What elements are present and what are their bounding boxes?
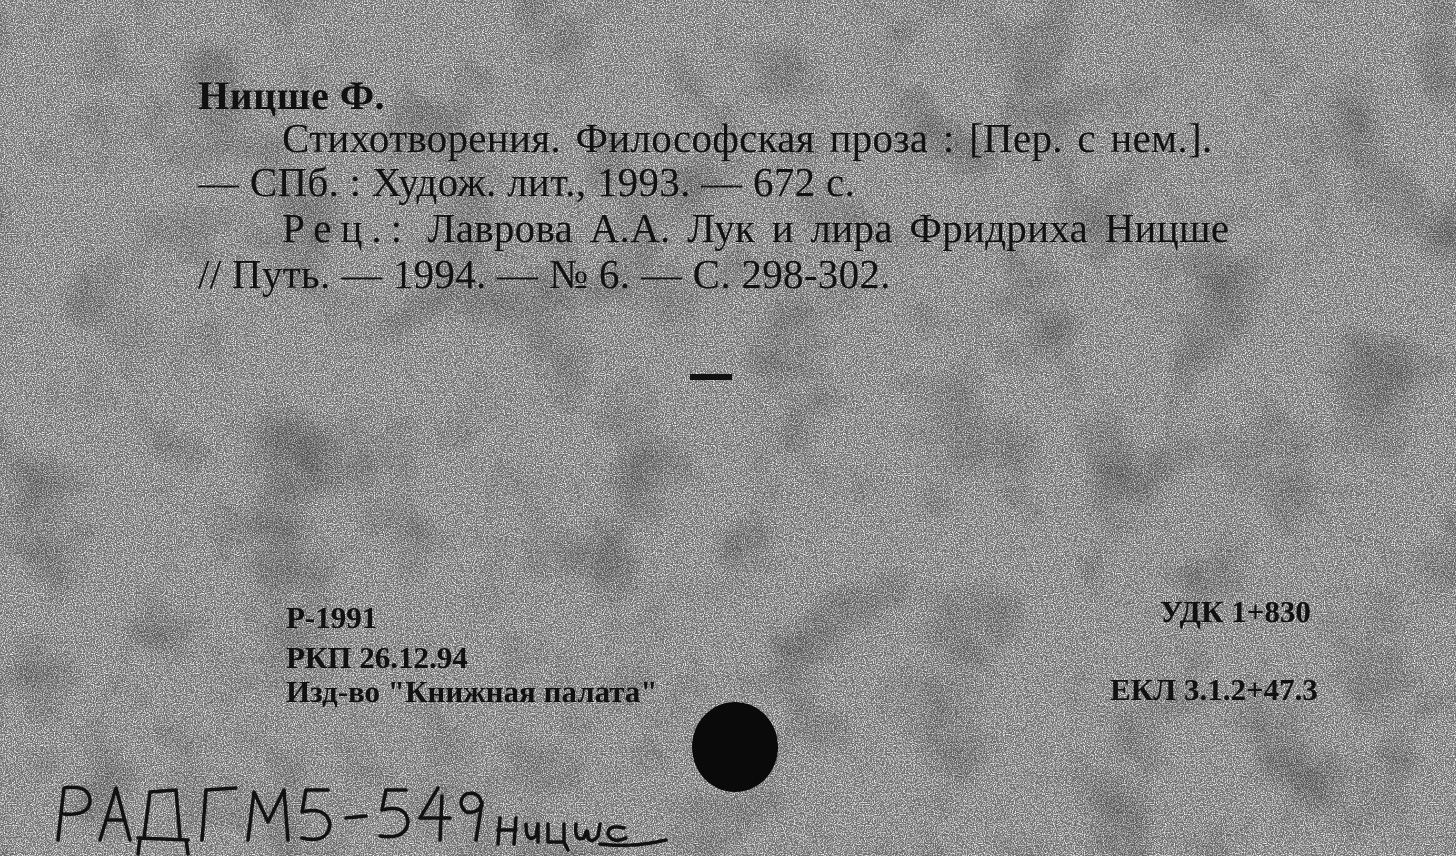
ekl-index: ЕКЛ 3.1.2+47.3 bbox=[1110, 672, 1318, 707]
title-line: Стихотворения. Философская проза : [Пер. с нем.]. bbox=[282, 115, 1213, 161]
registration-code: Р-1991 bbox=[286, 600, 378, 635]
card-punch-hole bbox=[692, 702, 778, 792]
review-label: Рец.: bbox=[282, 205, 412, 251]
author-heading: Ницше Ф. bbox=[198, 73, 386, 118]
separator-dash bbox=[690, 374, 732, 380]
rkp-date: РКП 26.12.94 bbox=[286, 640, 468, 675]
udk-index: УДК 1+830 bbox=[1160, 594, 1311, 629]
publisher-line: Изд-во "Книжная палата" bbox=[286, 674, 658, 709]
imprint-line: — СПб. : Худож. лит., 1993. — 672 с. bbox=[198, 159, 856, 205]
handwritten-shelfmark bbox=[52, 778, 672, 856]
source-line: // Путь. — 1994. — № 6. — С. 298-302. bbox=[198, 251, 891, 297]
review-line bbox=[282, 204, 1229, 252]
review-text: Лаврова А.А. Лук и лира Фридриха Ницше bbox=[427, 205, 1230, 251]
